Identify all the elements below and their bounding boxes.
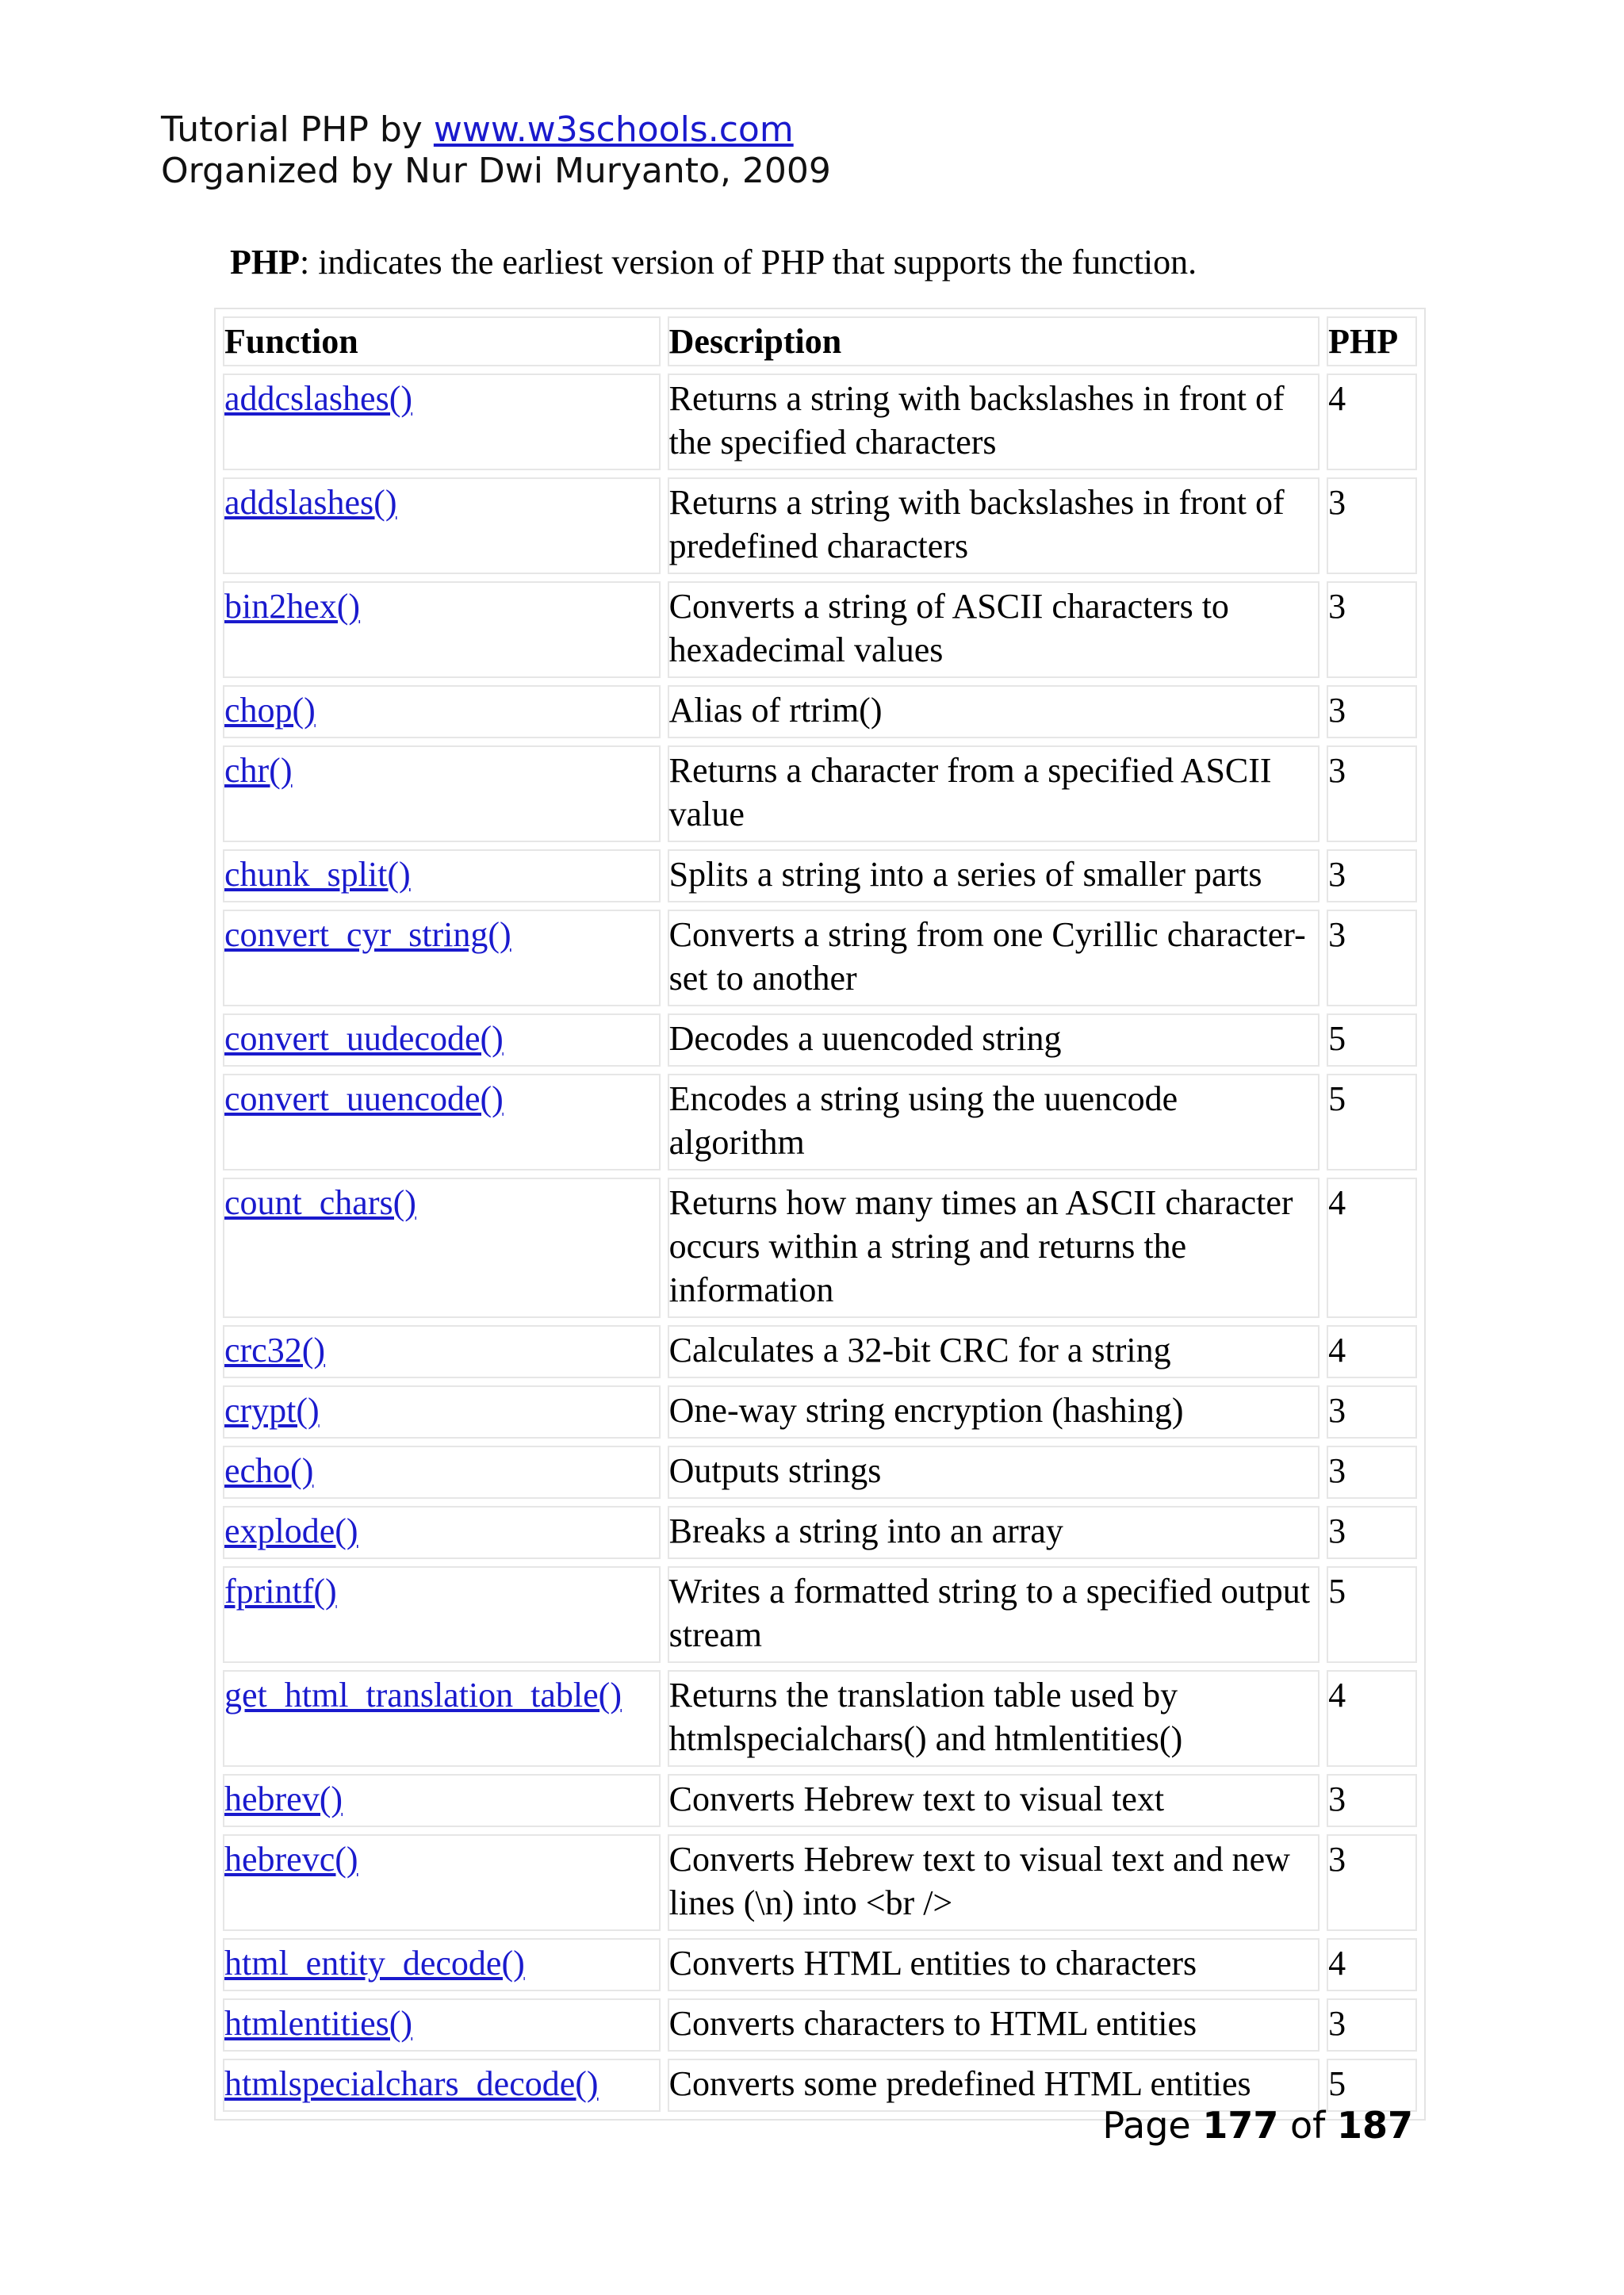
function-link[interactable]: explode() [224, 1511, 358, 1550]
header-function: Function [223, 316, 661, 366]
header-line-1 [161, 109, 831, 151]
footer-page-total: 187 [1336, 2104, 1413, 2147]
table-row [223, 745, 1417, 842]
function-link[interactable]: echo() [224, 1451, 314, 1490]
table-row [223, 1566, 1417, 1663]
page-header [161, 109, 831, 192]
table-row [223, 1385, 1417, 1439]
function-cell [223, 849, 661, 902]
function-link[interactable]: crypt() [224, 1391, 320, 1430]
function-cell [223, 1834, 661, 1931]
header-line-2: Organized by Nur Dwi Muryanto, 2009 [161, 151, 831, 191]
function-link[interactable]: htmlentities() [224, 2004, 413, 2043]
header-description: Description [668, 316, 1320, 366]
table-header-row [223, 316, 1417, 366]
function-cell [223, 477, 661, 574]
function-link[interactable]: addcslashes() [224, 379, 413, 418]
table-row [223, 1834, 1417, 1931]
php-version-cell: 3 [1327, 1998, 1417, 2052]
php-version-cell: 3 [1327, 1834, 1417, 1931]
table-row [223, 1013, 1417, 1067]
function-link[interactable]: chr() [224, 751, 293, 790]
function-link[interactable]: bin2hex() [224, 587, 361, 626]
function-cell [223, 1774, 661, 1827]
php-version-cell: 3 [1327, 910, 1417, 1006]
function-cell [223, 1325, 661, 1378]
function-link[interactable]: fprintf() [224, 1572, 337, 1611]
table-row [223, 685, 1417, 738]
function-link[interactable]: chop() [224, 691, 316, 730]
php-version-cell: 3 [1327, 1774, 1417, 1827]
footer-of-word: of [1278, 2104, 1337, 2147]
description-cell: Returns a string with backslashes in front of the specified characters [668, 374, 1320, 470]
table-row [223, 1938, 1417, 1991]
function-cell [223, 1385, 661, 1439]
description-cell: Converts Hebrew text to visual text and new lines (\n) into <br /> [668, 1834, 1320, 1931]
function-cell [223, 2059, 661, 2112]
header-title-prefix: Tutorial PHP by [161, 109, 434, 150]
function-cell [223, 910, 661, 1006]
description-cell: Converts HTML entities to characters [668, 1938, 1320, 1991]
php-version-cell: 3 [1327, 849, 1417, 902]
php-version-cell: 4 [1327, 1325, 1417, 1378]
w3schools-link[interactable]: www.w3schools.com [433, 109, 794, 150]
function-link[interactable]: htmlspecialchars_decode() [224, 2064, 599, 2103]
description-cell: Converts Hebrew text to visual text [668, 1774, 1320, 1827]
table-row [223, 1998, 1417, 2052]
description-cell: Splits a string into a series of smaller parts [668, 849, 1320, 902]
php-version-cell: 4 [1327, 1670, 1417, 1767]
table-row [223, 1774, 1417, 1827]
description-cell: Calculates a 32-bit CRC for a string [668, 1325, 1320, 1378]
php-version-cell: 3 [1327, 477, 1417, 574]
function-cell [223, 745, 661, 842]
php-version-cell: 3 [1327, 685, 1417, 738]
function-cell [223, 374, 661, 470]
function-cell [223, 685, 661, 738]
table-row [223, 1446, 1417, 1499]
description-cell: Outputs strings [668, 1446, 1320, 1499]
table-row [223, 910, 1417, 1006]
php-version-cell: 5 [1327, 1074, 1417, 1170]
intro-bold-term: PHP [230, 243, 300, 282]
description-cell: Converts some predefined HTML entities [668, 2059, 1320, 2112]
description-cell: Returns a character from a specified ASCII value [668, 745, 1320, 842]
php-version-cell: 3 [1327, 1506, 1417, 1559]
function-cell [223, 1998, 661, 2052]
function-cell [223, 1178, 661, 1318]
function-link[interactable]: get_html_translation_table() [224, 1676, 622, 1715]
intro-text: : indicates the earliest version of PHP that supports the function. [299, 243, 1197, 282]
table-row [223, 1670, 1417, 1767]
function-link[interactable]: chunk_split() [224, 855, 411, 894]
footer-page-current: 177 [1202, 2104, 1279, 2147]
function-link[interactable]: hebrevc() [224, 1840, 358, 1879]
description-cell: Breaks a string into an array [668, 1506, 1320, 1559]
page-footer [1102, 2103, 1413, 2147]
table-row [223, 374, 1417, 470]
table-row [223, 1506, 1417, 1559]
table-row [223, 581, 1417, 678]
description-cell: One-way string encryption (hashing) [668, 1385, 1320, 1439]
function-link[interactable]: addslashes() [224, 483, 397, 522]
php-version-cell: 5 [1327, 2059, 1417, 2112]
intro-paragraph [230, 241, 1197, 284]
php-version-cell: 4 [1327, 1178, 1417, 1318]
php-version-cell: 3 [1327, 1385, 1417, 1439]
table-row [223, 1325, 1417, 1378]
function-link[interactable]: convert_cyr_string() [224, 915, 511, 954]
function-cell [223, 1074, 661, 1170]
php-version-cell: 5 [1327, 1013, 1417, 1067]
php-version-cell: 3 [1327, 581, 1417, 678]
description-cell: Decodes a uuencoded string [668, 1013, 1320, 1067]
description-cell: Encodes a string using the uuencode algorithm [668, 1074, 1320, 1170]
description-cell: Writes a formatted string to a specified output stream [668, 1566, 1320, 1663]
table-body [223, 374, 1417, 2112]
php-version-cell: 4 [1327, 374, 1417, 470]
table-row [223, 1074, 1417, 1170]
function-table [216, 309, 1424, 2119]
table-row [223, 477, 1417, 574]
php-version-cell: 4 [1327, 1938, 1417, 1991]
function-table-frame [214, 308, 1426, 2121]
description-cell: Returns a string with backslashes in front of predefined characters [668, 477, 1320, 574]
header-php: PHP [1327, 316, 1417, 366]
function-link[interactable]: convert_uudecode() [224, 1019, 504, 1058]
description-cell: Converts a string from one Cyrillic character-set to another [668, 910, 1320, 1006]
function-cell [223, 1938, 661, 1991]
description-cell: Alias of rtrim() [668, 685, 1320, 738]
php-version-cell: 5 [1327, 1566, 1417, 1663]
function-cell [223, 1446, 661, 1499]
function-link[interactable]: html_entity_decode() [224, 1944, 525, 1983]
table-row [223, 849, 1417, 902]
description-cell: Converts characters to HTML entities [668, 1998, 1320, 2052]
description-cell: Returns the translation table used by htmlspecialchars() and htmlentities() [668, 1670, 1320, 1767]
function-link[interactable]: count_chars() [224, 1183, 416, 1222]
function-link[interactable]: crc32() [224, 1331, 326, 1370]
footer-page-word: Page [1102, 2104, 1203, 2147]
function-cell [223, 581, 661, 678]
php-version-cell: 3 [1327, 745, 1417, 842]
function-cell [223, 1566, 661, 1663]
description-cell: Returns how many times an ASCII character occurs within a string and returns the information [668, 1178, 1320, 1318]
table-row [223, 1178, 1417, 1318]
php-version-cell: 3 [1327, 1446, 1417, 1499]
function-cell [223, 1670, 661, 1767]
function-cell [223, 1013, 661, 1067]
description-cell: Converts a string of ASCII characters to hexadecimal values [668, 581, 1320, 678]
function-cell [223, 1506, 661, 1559]
function-link[interactable]: hebrev() [224, 1780, 343, 1818]
function-link[interactable]: convert_uuencode() [224, 1079, 504, 1118]
